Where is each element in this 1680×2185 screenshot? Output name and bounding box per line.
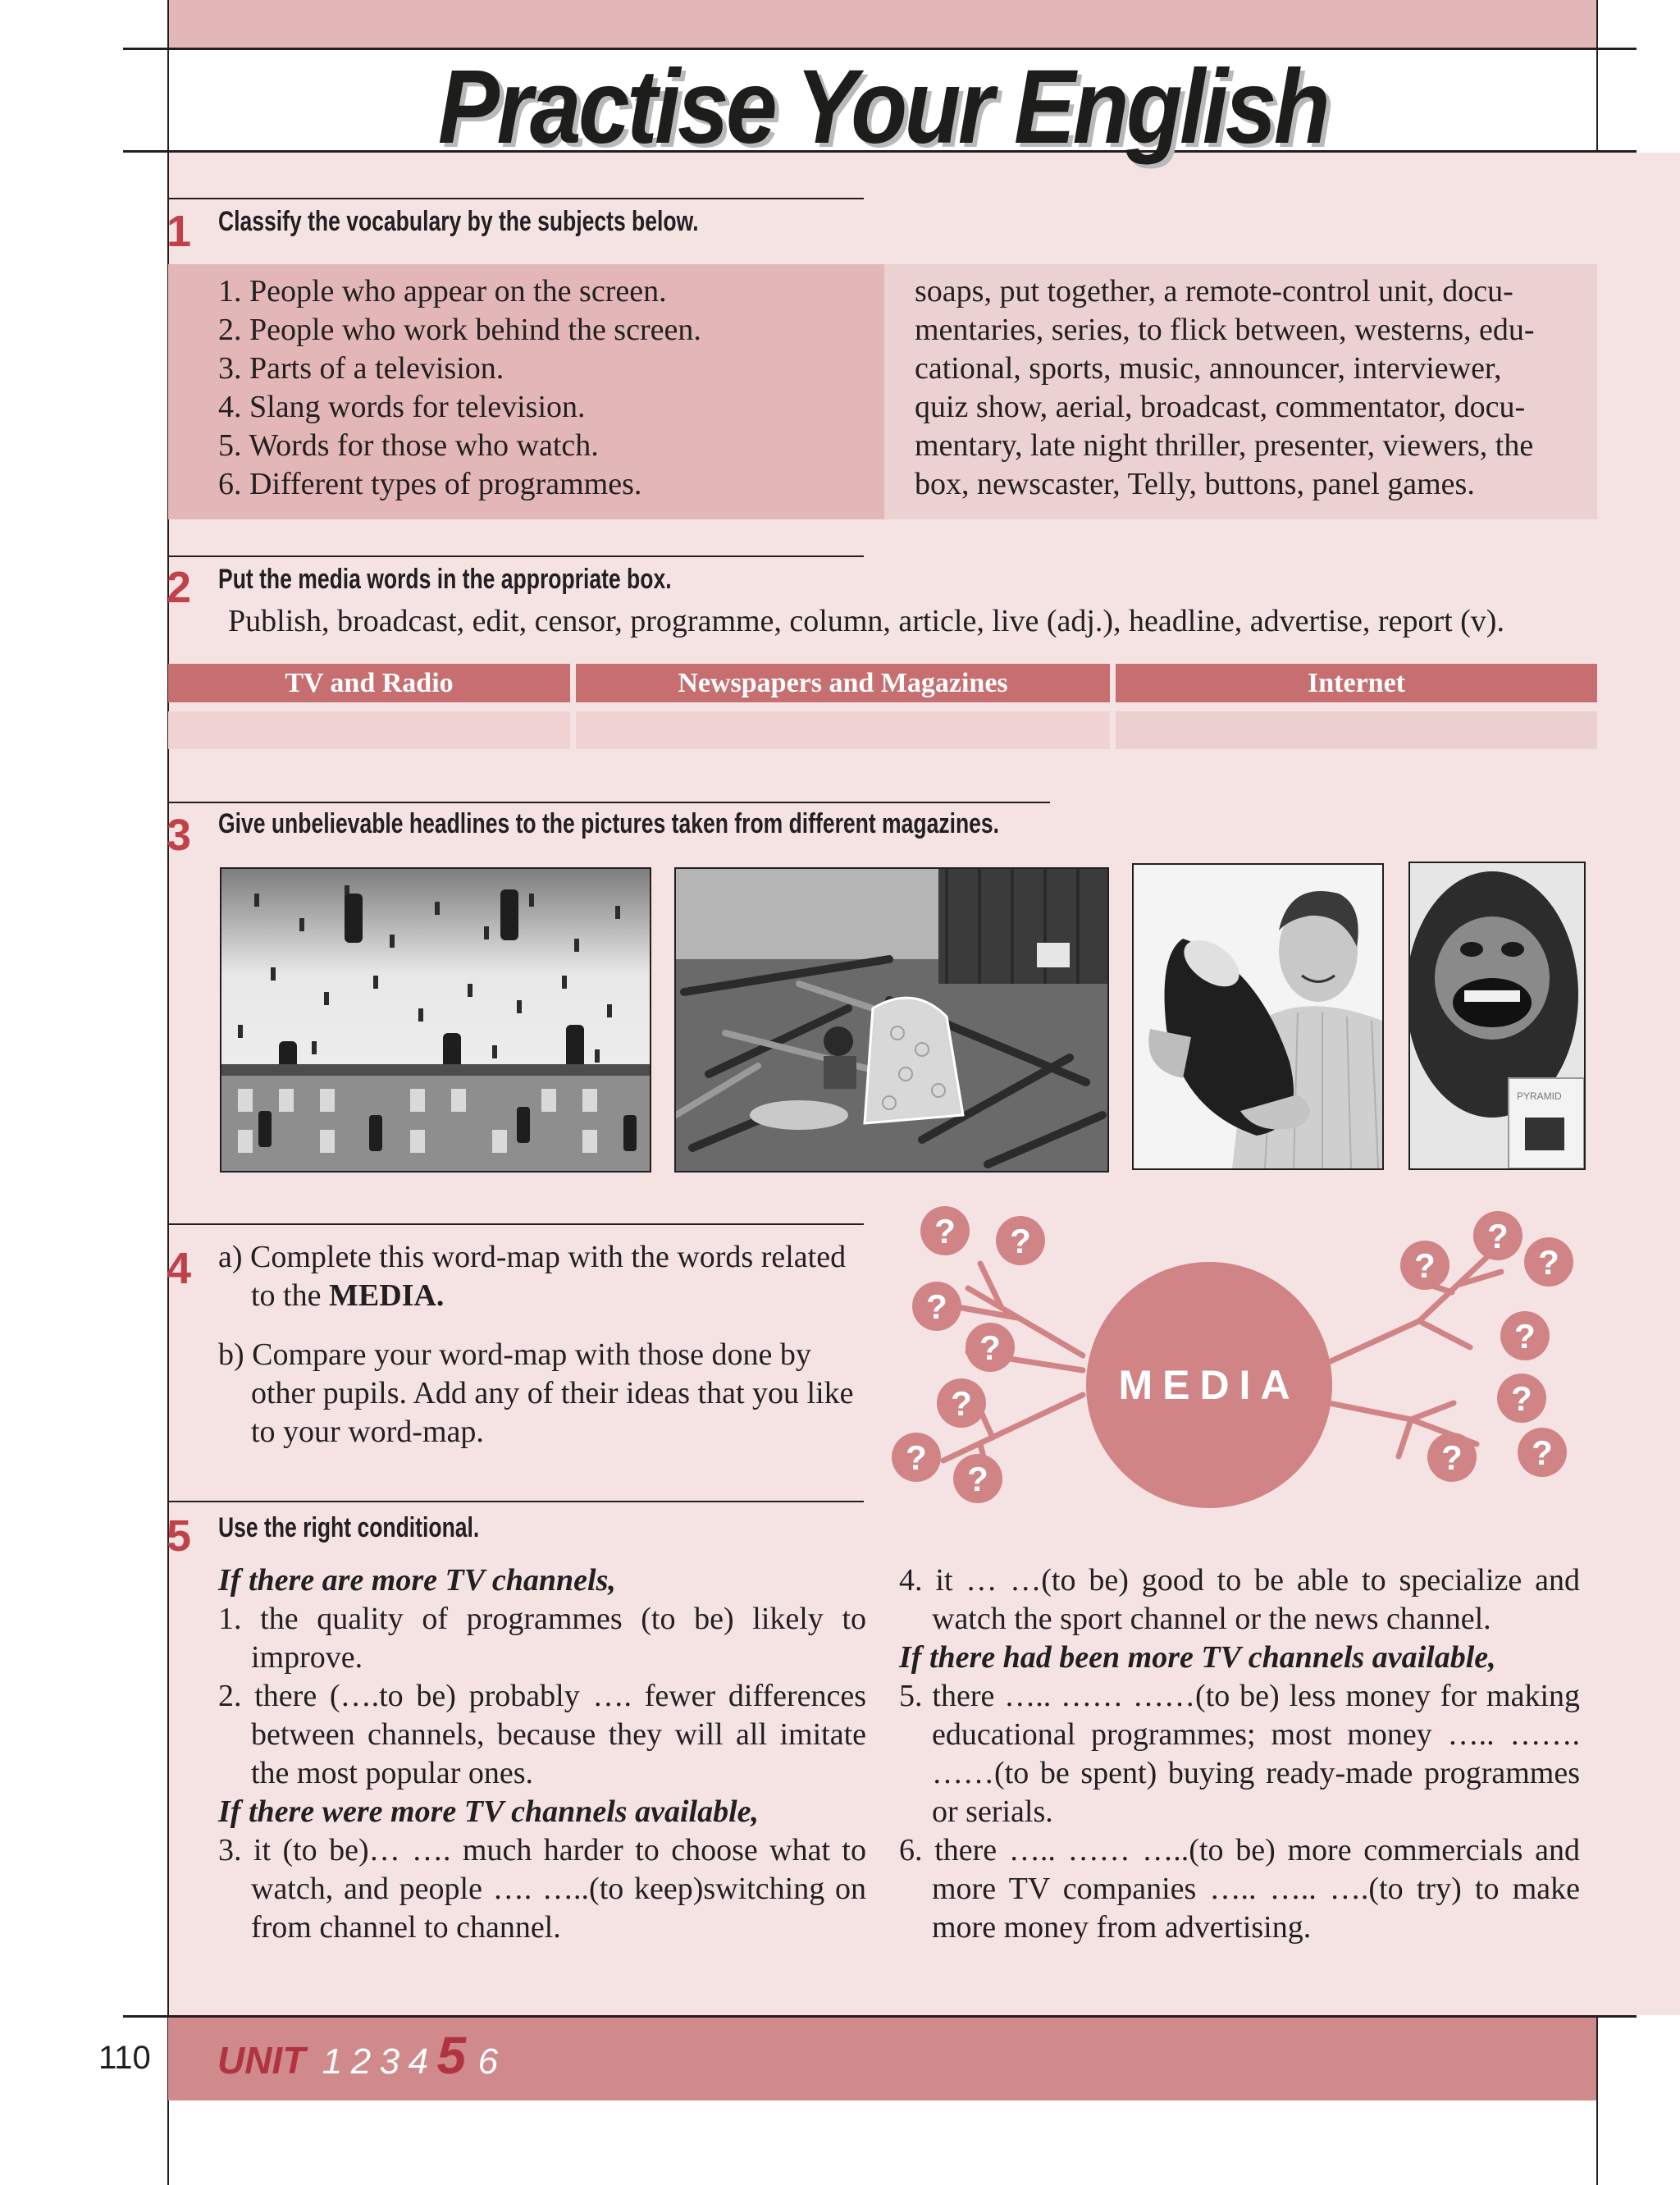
section-instruction: Give unbelievable headlines to the pictures taken from different magazines.	[218, 808, 1000, 839]
media-keyword: MEDIA.	[328, 1278, 445, 1313]
media-words: Publish, broadcast, edit, censor, programme, column, article, live (adj.), headline, advertise, report (v).	[228, 604, 1504, 638]
section-instruction: Use the right conditional.	[218, 1512, 480, 1543]
unit-2[interactable]: 2	[350, 2041, 372, 2082]
vocabulary-line: mentary, late night thriller, presenter, viewers, the	[915, 428, 1534, 463]
task-a-line: a) Complete this word-map with the words related	[218, 1240, 847, 1274]
section-number: 4	[167, 1244, 192, 1293]
answer-cell-internet[interactable]	[1116, 711, 1597, 749]
condition-heading: If there had been more TV channels available,	[899, 1640, 1496, 1675]
condition-heading: If there are more TV channels,	[218, 1563, 616, 1598]
section-rule	[168, 198, 864, 199]
section-number: 5	[167, 1511, 192, 1561]
vocabulary-line: box, newscaster, Telly, buttons, panel games.	[915, 467, 1475, 501]
question-mark-icon: ?	[926, 1287, 947, 1326]
vocabulary-line: quiz show, aerial, broadcast, commentator, docu-	[915, 390, 1526, 424]
word-map-task	[218, 1238, 866, 1451]
column-header-internet: Internet	[1116, 664, 1597, 702]
task-b-line: other pupils. Add any of their ideas that you like	[251, 1376, 854, 1410]
section-instruction: Put the media words in the appropriate box.	[218, 564, 672, 595]
question-mark-icon: ?	[979, 1328, 1001, 1367]
top-decorative-band	[168, 0, 1597, 48]
question-mark-icon: ?	[1511, 1379, 1532, 1418]
condition-heading: If there were more TV channels available,	[218, 1794, 759, 1829]
exercise-item: 6. there ….. …… …..(to be) more commercials and more TV companies ….. ….. ….(to try) to make more money from advertising.	[899, 1833, 1580, 1945]
exercise-item: 3. it (to be)… …. much harder to choose what to watch, and people …. …..(to keep)switching on from channel to channel.	[218, 1833, 866, 1945]
subject-item: 6. Different types of programmes.	[218, 467, 642, 501]
subject-item: 3. Parts of a television.	[218, 351, 504, 386]
question-mark-icon: ?	[951, 1384, 972, 1423]
section-number: 1	[167, 207, 192, 256]
word-map-center-label: MEDIA	[1118, 1362, 1300, 1408]
question-mark-icon: ?	[1414, 1246, 1436, 1285]
vocabulary-line: mentaries, series, to flick between, westerns, edu-	[915, 313, 1535, 347]
right-margin-rule-bottom	[1596, 2017, 1598, 2185]
vocabulary-line: cational, sports, music, announcer, interviewer,	[915, 351, 1502, 386]
unit-current[interactable]: 5	[436, 2026, 467, 2085]
subject-item: 1. People who appear on the screen.	[218, 274, 667, 309]
task-b-line: to your word-map.	[251, 1415, 484, 1449]
unit-navigation	[217, 2027, 503, 2099]
media-word-map	[886, 1206, 1608, 1518]
exercise-item: 2. there (….to be) probably …. fewer differences between channels, because they will all imitate the most popular ones.	[218, 1679, 866, 1790]
footer-rule	[123, 2015, 1637, 2018]
unit-label: UNIT	[217, 2039, 306, 2082]
vocabulary-list	[915, 272, 1563, 504]
unit-4[interactable]: 4	[408, 2041, 429, 2082]
task-a-line-2: to the MEDIA.	[251, 1278, 445, 1313]
man-with-shoe-photo	[1132, 863, 1384, 1170]
question-mark-icon: ?	[1514, 1317, 1536, 1355]
chimp-sign-text: PYRAMID	[1517, 1090, 1562, 1102]
subjects-list	[218, 272, 874, 504]
right-margin-rule	[1596, 0, 1598, 153]
question-mark-icon: ?	[934, 1212, 956, 1250]
disaster-rubble-photo	[674, 867, 1109, 1172]
section-rule	[168, 1223, 864, 1225]
subject-item: 5. Words for those who watch.	[218, 428, 599, 463]
chimpanzee-photo	[1408, 862, 1586, 1170]
vocabulary-line: soaps, put together, a remote-control unit, docu-	[915, 274, 1513, 309]
unit-3[interactable]: 3	[379, 2041, 400, 2082]
exercise-item: 1. the quality of programmes (to be) likely to improve.	[218, 1602, 866, 1675]
answer-cell-newspapers[interactable]	[576, 711, 1110, 749]
answer-cell-tv-radio[interactable]	[168, 711, 570, 749]
falling-men-painting-photo	[220, 867, 651, 1172]
exercise-item: 5. there ….. …… ……(to be) less money for making educational programmes; most money ….. ……. ……(to be spent) buying ready-made programmes or serials.	[899, 1679, 1580, 1829]
unit-1[interactable]: 1	[322, 2041, 343, 2082]
subject-item: 2. People who work behind the screen.	[218, 313, 701, 347]
column-header-tv-radio: TV and Radio	[168, 664, 570, 702]
conditional-right-column	[899, 1561, 1580, 1947]
section-rule	[168, 1501, 864, 1502]
exercise-item: 4. it … …(to be) good to be able to specialize and watch the sport channel or the news channel.	[899, 1563, 1580, 1636]
section-number: 3	[167, 811, 192, 860]
column-header-newspapers: Newspapers and Magazines	[576, 664, 1110, 702]
question-mark-icon: ?	[1441, 1438, 1463, 1477]
unit-6[interactable]: 6	[477, 2041, 499, 2082]
question-mark-icon: ?	[1487, 1217, 1509, 1255]
conditional-left-column	[218, 1561, 866, 1947]
question-mark-icon: ?	[1532, 1433, 1553, 1472]
section-rule	[168, 555, 864, 557]
question-mark-icon: ?	[906, 1438, 927, 1477]
section-number: 2	[167, 563, 192, 612]
question-mark-icon: ?	[1010, 1222, 1031, 1260]
task-b-line: b) Compare your word-map with those done by	[218, 1337, 811, 1372]
question-mark-icon: ?	[967, 1460, 988, 1498]
section-instruction: Classify the vocabulary by the subjects below.	[218, 206, 699, 237]
page-title: Practise Your English	[437, 48, 1328, 166]
page-number: 110	[98, 2040, 151, 2076]
section-rule	[168, 802, 1050, 803]
subject-item: 4. Slang words for television.	[218, 390, 586, 424]
question-mark-icon: ?	[1538, 1243, 1559, 1282]
